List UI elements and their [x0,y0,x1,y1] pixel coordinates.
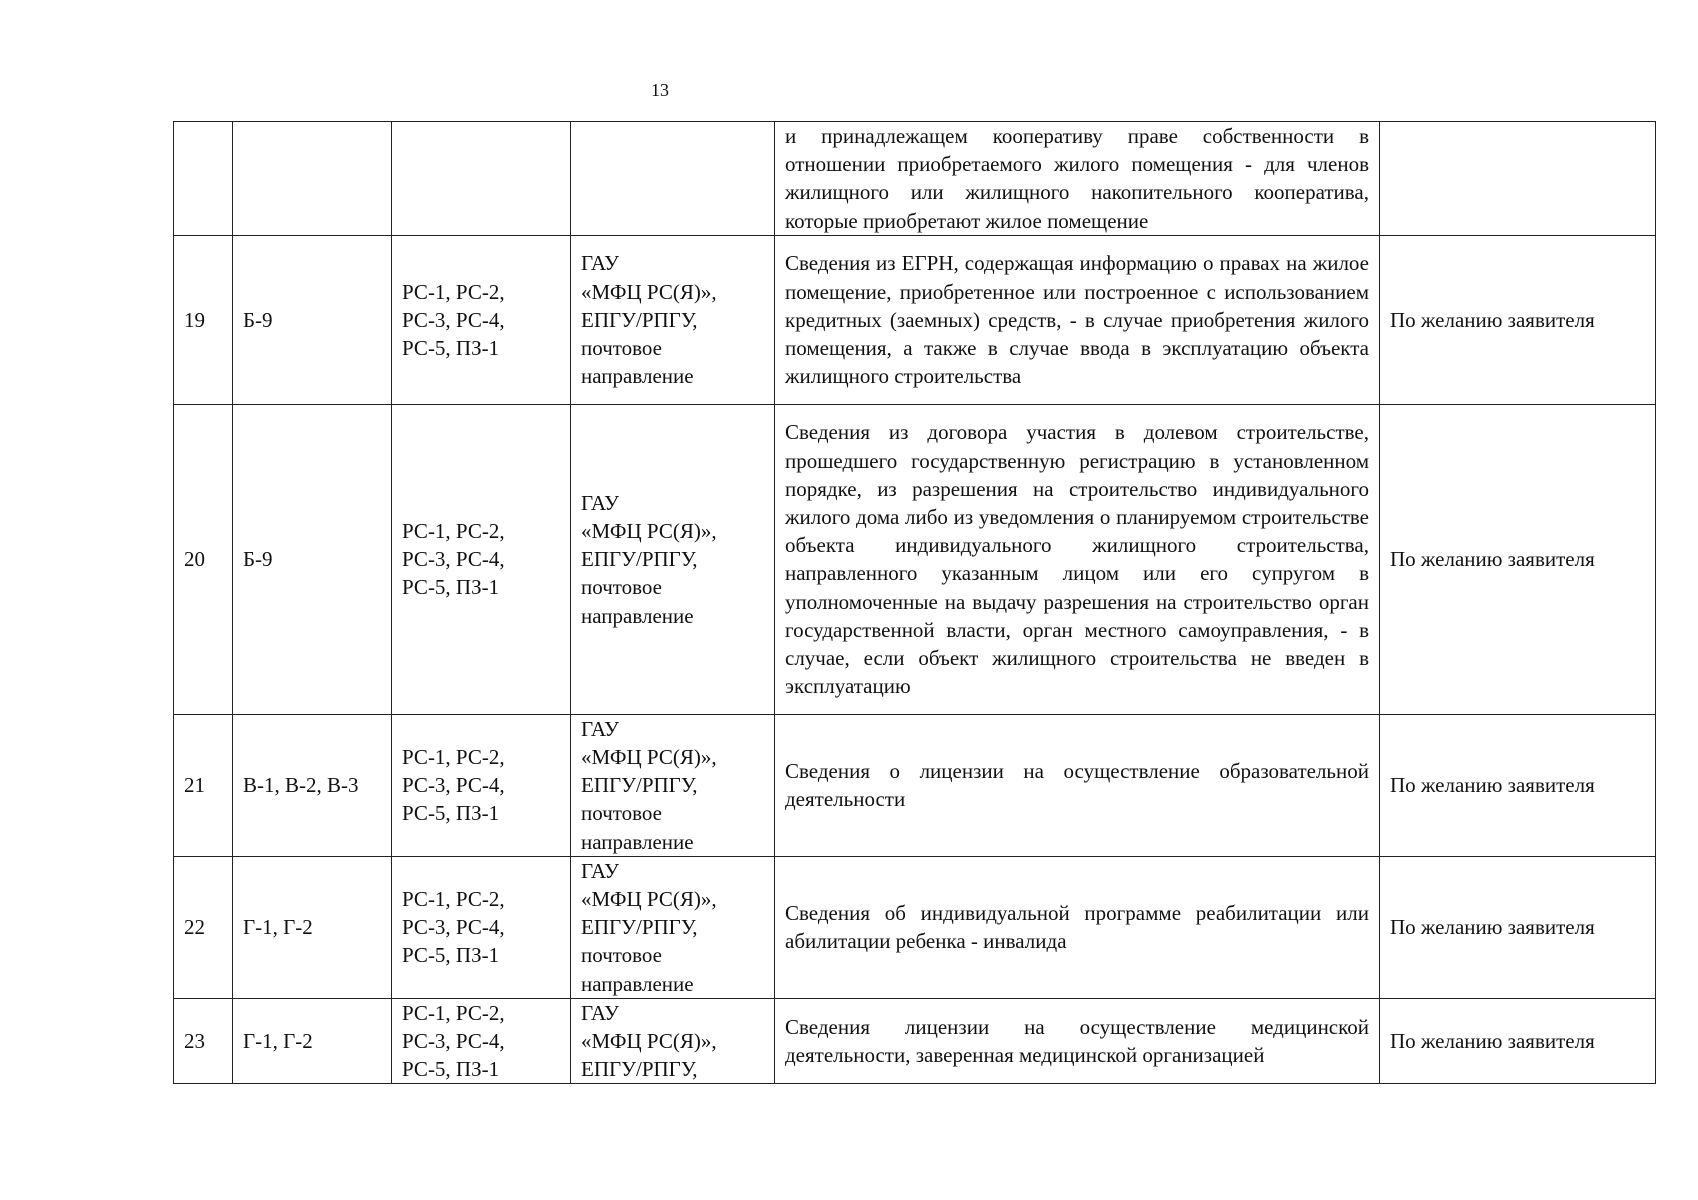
note-cell: По желанию заявителя [1380,714,1656,856]
channel-line: ЕПГУ/РПГУ, [581,915,698,940]
codes-line: РС-3, РС-4, [402,1029,505,1054]
codes-cell [392,235,571,404]
channel-line: ГАУ [581,1000,620,1025]
codes-line: РС-3, РС-4, [402,773,505,798]
codes-line: РС-1, РС-2, [402,745,505,770]
channel-line: ГАУ [581,490,620,515]
table-row [174,856,1656,998]
category-cell: Г-1, Г-2 [233,856,392,998]
codes-line: РС-3, РС-4, [402,547,505,572]
channel-line: ГАУ [581,858,620,883]
channel-line: почтовое [581,943,663,968]
codes-cell [392,998,571,1084]
row-number-cell: 22 [174,856,233,998]
codes-line: РС-3, РС-4, [402,307,505,332]
codes-line: РС-1, РС-2, [402,519,505,543]
document-table [173,121,1656,1084]
row-number-cell: 20 [174,404,233,714]
channel-line: «МФЦ РС(Я)», [581,279,717,304]
category-cell: Б-9 [233,404,392,714]
table-row [174,404,1656,714]
channel-line: ЕПГУ/РПГУ, [581,547,698,572]
note-cell: По желанию заявителя [1380,856,1656,998]
table-row [174,122,1656,236]
codes-line: РС-3, РС-4, [402,915,505,940]
channel-cell [571,404,775,714]
codes-cell [392,122,571,236]
row-number-cell: 21 [174,714,233,856]
channel-line: ЕПГУ/РПГУ, [581,773,698,798]
codes-line: РС-1, РС-2, [402,887,505,912]
description-cell: и принадлежащем кооперативу праве собственности в отношении приобретаемого жилого помещения - для членов жилищного или жилищного накопительного кооператива, которые приобретают жилое помещение [775,122,1380,236]
table-row [174,714,1656,856]
codes-line: РС-5, ПЗ-1 [402,575,500,600]
row-number-cell [174,122,233,236]
codes-line: РС-5, ПЗ-1 [402,801,500,826]
channel-line: почтовое [581,335,663,360]
channel-cell [571,998,775,1084]
channel-line: ГАУ [581,251,620,276]
row-number-cell: 19 [174,235,233,404]
description-cell: Сведения из ЕГРН, содержащая информацию о правах на жилое помещение, приобретенное или построенное с использованием кредитных (заемных) средств, - в случае приобретения жилого помещения, а также в случае ввода в эксплуатацию объекта жилищного строительства [775,235,1380,404]
channel-line: «МФЦ РС(Я)», [581,1029,717,1054]
channel-cell [571,122,775,236]
description-cell: Сведения из договора участия в долевом строительстве, прошедшего государственную регистрацию в установленном порядке, из разрешения на строительство индивидуального жилого дома либо из уведомления о планируемом строительстве объекта индивидуального жилищного строительства, направленного указанным лицом или его супругом в уполномоченные на выдачу разрешения на строительство орган государственной власти, орган местного самоуправления, - в случае, если объект жилищного строительства не введен в эксплуатацию [775,404,1380,714]
codes-line: РС-5, ПЗ-1 [402,335,500,360]
table-row [174,235,1656,404]
codes-cell [392,856,571,998]
channel-cell [571,856,775,998]
description-cell: Сведения об индивидуальной программе реабилитации или абилитации ребенка - инвалида [775,856,1380,998]
channel-line: направление [581,603,694,628]
channel-line: направление [581,971,694,996]
category-cell: Б-9 [233,235,392,404]
description-cell: Сведения лицензии на осуществление медицинской деятельности, заверенная медицинской организацией [775,998,1380,1084]
channel-line: направление [581,829,694,854]
codes-cell [392,714,571,856]
row-number-cell: 23 [174,998,233,1084]
category-cell [233,122,392,236]
channel-line: направление [581,364,694,389]
codes-line: РС-5, ПЗ-1 [402,943,500,968]
channel-line: почтовое [581,575,663,600]
page-number: 13 [651,80,669,100]
channel-cell [571,235,775,404]
codes-cell [392,404,571,714]
codes-line: РС-1, РС-2, [402,279,505,304]
channel-line: «МФЦ РС(Я)», [581,519,717,543]
description-cell: Сведения о лицензии на осуществление образовательной деятельности [775,714,1380,856]
note-cell: По желанию заявителя [1380,235,1656,404]
channel-line: «МФЦ РС(Я)», [581,887,717,912]
channel-line: ГАУ [581,716,620,741]
channel-line: ЕПГУ/РПГУ, [581,307,698,332]
table-row [174,998,1656,1084]
category-cell: Г-1, Г-2 [233,998,392,1084]
channel-line: почтовое [581,801,663,826]
note-cell [1380,122,1656,236]
channel-cell [571,714,775,856]
note-cell: По желанию заявителя [1380,404,1656,714]
channel-line: «МФЦ РС(Я)», [581,745,717,770]
codes-line: РС-5, ПЗ-1 [402,1057,500,1082]
codes-line: РС-1, РС-2, [402,1000,505,1025]
channel-line: ЕПГУ/РПГУ, [581,1057,698,1082]
note-cell: По желанию заявителя [1380,998,1656,1084]
category-cell: В-1, В-2, В-3 [233,714,392,856]
